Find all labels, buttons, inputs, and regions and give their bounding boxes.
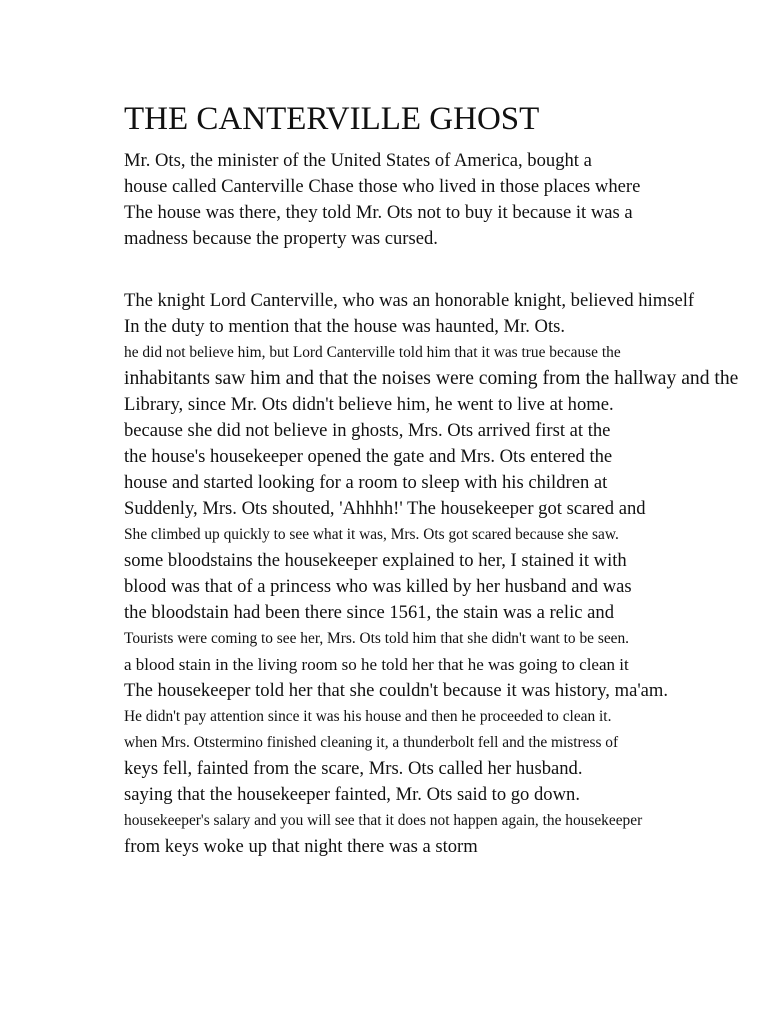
paragraph-line: Library, since Mr. Ots didn't believe him, he went to live at home. (124, 394, 614, 415)
paragraph-line: he did not believe him, but Lord Canterville told him that it was true because the (124, 344, 621, 361)
paragraph-line: some bloodstains the housekeeper explained to her, I stained it with (124, 550, 627, 571)
paragraph-line: Tourists were coming to see her, Mrs. Ots told him that she didn't want to be seen. (124, 630, 630, 647)
paragraph-line: The knight Lord Canterville, who was an honorable knight, believed himself (124, 290, 695, 311)
paragraph-line: blood was that of a princess who was killed by her husband and was (124, 576, 632, 597)
paragraph-line: In the duty to mention that the house was haunted, Mr. Ots. (124, 316, 566, 337)
paragraph-2 (124, 288, 738, 860)
paragraph-line: when Mrs. Otstermino finished cleaning it, a thunderbolt fell and the mistress of (124, 734, 619, 751)
paragraph-line: The house was there, they told Mr. Ots not to buy it because it was a (124, 202, 633, 223)
paragraph-line: a blood stain in the living room so he told her that he was going to clean it (124, 655, 629, 674)
document-title: THE CANTERVILLE GHOST (124, 101, 540, 137)
paragraph-line: The housekeeper told her that she couldn't because it was history, ma'am. (124, 680, 669, 701)
paragraph-line: keys fell, fainted from the scare, Mrs. Ots called her husband. (124, 758, 583, 779)
paragraph-line: madness because the property was cursed. (124, 228, 438, 249)
paragraph-line: because she did not believe in ghosts, Mrs. Ots arrived first at the (124, 420, 611, 441)
paragraph-line: inhabitants saw him and that the noises were coming from the hallway and the (124, 368, 739, 389)
paragraph-line: She climbed up quickly to see what it was, Mrs. Ots got scared because she saw. (124, 526, 619, 543)
paragraph-line: house called Canterville Chase those who lived in those places where (124, 176, 641, 197)
paragraph-line: He didn't pay attention since it was his house and then he proceeded to clean it. (124, 708, 612, 725)
paragraph-line: from keys woke up that night there was a storm (124, 836, 478, 857)
paragraph-line: the bloodstain had been there since 1561, the stain was a relic and (124, 602, 614, 623)
paragraph-line: the house's housekeeper opened the gate and Mrs. Ots entered the (124, 446, 613, 467)
paragraph-line: housekeeper's salary and you will see that it does not happen again, the housekeeper (124, 812, 643, 829)
paragraph-line: Suddenly, Mrs. Ots shouted, 'Ahhhh!' The housekeeper got scared and (124, 498, 646, 519)
paragraph-1 (124, 148, 640, 252)
paragraph-line: Mr. Ots, the minister of the United States of America, bought a (124, 150, 592, 171)
paragraph-line: house and started looking for a room to sleep with his children at (124, 472, 608, 493)
paragraph-line: saying that the housekeeper fainted, Mr. Ots said to go down. (124, 784, 580, 805)
